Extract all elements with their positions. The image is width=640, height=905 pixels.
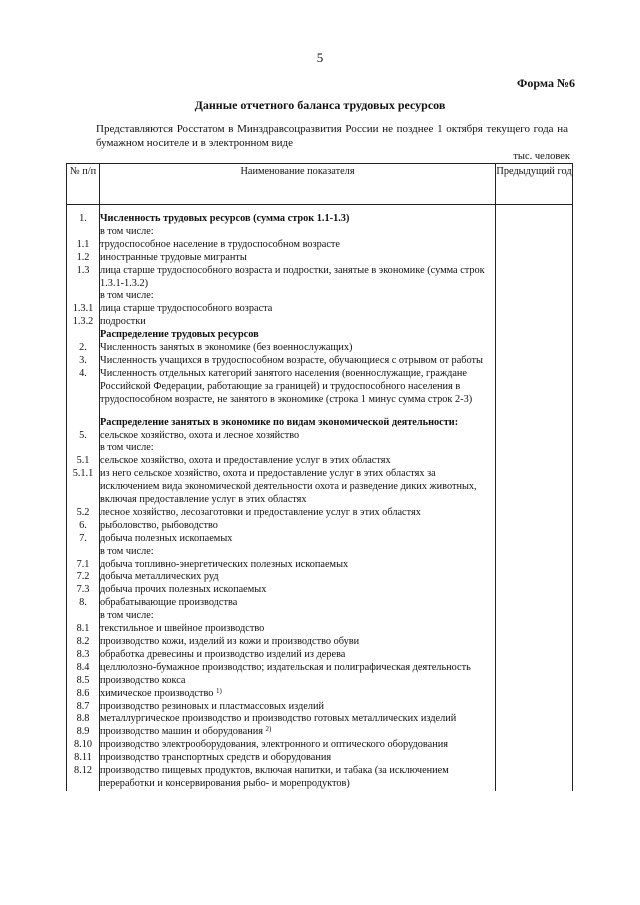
table-row xyxy=(67,739,573,752)
balance-table xyxy=(66,163,573,791)
row-number: 8.2 xyxy=(67,636,100,649)
section-heading: Распределение занятых в экономике по видам экономической деятельности: xyxy=(100,417,496,430)
row-number: 8.7 xyxy=(67,701,100,714)
row-value xyxy=(496,584,573,597)
row-label: производство транспортных средств и оборудования xyxy=(100,752,496,765)
row-number xyxy=(67,610,100,623)
row-label: добыча полезных ископаемых xyxy=(100,533,496,546)
row-value xyxy=(496,355,573,368)
row-label xyxy=(100,726,496,739)
table-row xyxy=(67,355,573,368)
table-row xyxy=(67,559,573,572)
row-label: трудоспособное население в трудоспособном возрасте xyxy=(100,239,496,252)
row-number: 5. xyxy=(67,430,100,443)
table-row xyxy=(67,239,573,252)
row-number: 1.3.2 xyxy=(67,316,100,329)
row-value xyxy=(496,636,573,649)
row-value xyxy=(496,765,573,791)
row-value xyxy=(496,239,573,252)
row-number: 7.3 xyxy=(67,584,100,597)
row-value xyxy=(496,329,573,342)
row-number xyxy=(67,417,100,430)
row-number: 8.8 xyxy=(67,713,100,726)
row-value xyxy=(496,303,573,316)
row-label: сельское хозяйство, охота и лесное хозяйство xyxy=(100,430,496,443)
row-value xyxy=(496,752,573,765)
row-label: рыболовство, рыбоводство xyxy=(100,520,496,533)
row-label: производство кожи, изделий из кожи и производство обуви xyxy=(100,636,496,649)
row-value xyxy=(496,675,573,688)
row-value xyxy=(496,610,573,623)
row-number: 1. xyxy=(67,213,100,226)
row-label: обрабатывающие производства xyxy=(100,597,496,610)
row-number: 8.6 xyxy=(67,688,100,701)
table-row xyxy=(67,303,573,316)
row-value xyxy=(496,368,573,407)
row-number xyxy=(67,329,100,342)
footnote-marker: 2) xyxy=(265,725,272,734)
table-row xyxy=(67,468,573,507)
row-number xyxy=(67,290,100,303)
table-row xyxy=(67,316,573,329)
table-row xyxy=(67,649,573,662)
row-label: в том числе: xyxy=(100,610,496,623)
row-number: 1.2 xyxy=(67,252,100,265)
row-label: целлюлозно-бумажное производство; издательская и полиграфическая деятельность xyxy=(100,662,496,675)
row-number: 2. xyxy=(67,342,100,355)
table-row xyxy=(67,662,573,675)
table-row xyxy=(67,546,573,559)
header-name: Наименование показателя xyxy=(100,164,496,205)
footnote-marker: 1) xyxy=(216,686,222,695)
row-label-text: производство машин и оборудования xyxy=(100,726,263,738)
row-value xyxy=(496,455,573,468)
table-row xyxy=(67,584,573,597)
row-value xyxy=(496,417,573,430)
row-label: в том числе: xyxy=(100,442,496,455)
row-value xyxy=(496,701,573,714)
row-value xyxy=(496,252,573,265)
row-number: 7.2 xyxy=(67,571,100,584)
units-label: тыс. человек xyxy=(513,151,570,162)
page-number: 5 xyxy=(316,50,324,65)
table-row xyxy=(67,533,573,546)
row-value xyxy=(496,468,573,507)
row-number: 5.2 xyxy=(67,507,100,520)
row-label: обработка древесины и производство изделий из дерева xyxy=(100,649,496,662)
table-row xyxy=(67,417,573,430)
table-row xyxy=(67,455,573,468)
row-number xyxy=(67,442,100,455)
table-row xyxy=(67,636,573,649)
row-number: 8.3 xyxy=(67,649,100,662)
row-label xyxy=(100,688,496,701)
row-number: 8.9 xyxy=(67,726,100,739)
table-row xyxy=(67,713,573,726)
table-row xyxy=(67,430,573,443)
row-number: 6. xyxy=(67,520,100,533)
table-row xyxy=(67,610,573,623)
table-header-row xyxy=(67,164,573,205)
row-label: сельское хозяйство, охота и предоставление услуг в этих областях xyxy=(100,455,496,468)
row-number: 4. xyxy=(67,368,100,407)
row-value xyxy=(496,571,573,584)
table-row xyxy=(67,701,573,714)
table-row xyxy=(67,342,573,355)
row-label: добыча топливно-энергетических полезных ископаемых xyxy=(100,559,496,572)
row-label: производство кокса xyxy=(100,675,496,688)
row-number: 1.3 xyxy=(67,265,100,291)
table-row xyxy=(67,290,573,303)
row-number: 8.12 xyxy=(67,765,100,791)
row-label: производство резиновых и пластмассовых изделий xyxy=(100,701,496,714)
row-label: подростки xyxy=(100,316,496,329)
row-value xyxy=(496,559,573,572)
table-row xyxy=(67,442,573,455)
row-number: 3. xyxy=(67,355,100,368)
row-number: 8.1 xyxy=(67,623,100,636)
row-value xyxy=(496,507,573,520)
row-label: добыча металлических руд xyxy=(100,571,496,584)
row-label: лица старше трудоспособного возраста и подростки, занятые в экономике (сумма строк 1.3.1-1.3.2) xyxy=(100,265,496,291)
row-label: в том числе: xyxy=(100,546,496,559)
row-value xyxy=(496,226,573,239)
row-value xyxy=(496,713,573,726)
row-value xyxy=(496,688,573,701)
table-row xyxy=(67,507,573,520)
row-value xyxy=(496,520,573,533)
row-label: в том числе: xyxy=(100,290,496,303)
table-row xyxy=(67,623,573,636)
row-value xyxy=(496,649,573,662)
table-row xyxy=(67,675,573,688)
table-row xyxy=(67,520,573,533)
row-number: 7.1 xyxy=(67,559,100,572)
header-num: № п/п xyxy=(67,164,100,205)
row-value xyxy=(496,316,573,329)
table-row xyxy=(67,726,573,739)
row-value xyxy=(496,662,573,675)
section-heading: Распределение трудовых ресурсов xyxy=(100,329,496,342)
row-label: лесное хозяйство, лесозаготовки и предоставление услуг в этих областях xyxy=(100,507,496,520)
row-number: 7. xyxy=(67,533,100,546)
row-value xyxy=(496,342,573,355)
row-value xyxy=(496,597,573,610)
document-title: Данные отчетного баланса трудовых ресурсов xyxy=(194,98,446,112)
row-label: лица старше трудоспособного возраста xyxy=(100,303,496,316)
table-row xyxy=(67,226,573,239)
row-value xyxy=(496,726,573,739)
table-row xyxy=(67,571,573,584)
row-label: иностранные трудовые мигранты xyxy=(100,252,496,265)
row-value xyxy=(496,430,573,443)
row-number xyxy=(67,546,100,559)
row-label-text: химическое производство xyxy=(100,687,214,699)
row-number: 8. xyxy=(67,597,100,610)
row-value xyxy=(496,739,573,752)
row-number: 8.11 xyxy=(67,752,100,765)
table-row xyxy=(67,765,573,791)
row-label: из него сельское хозяйство, охота и предоставление услуг в этих областях за исключением вида экономической деятельности охота и разведение диких животных, включая предоставление услуг в этих областях xyxy=(100,468,496,507)
table-row xyxy=(67,265,573,291)
row-label: Численность отдельных категорий занятого населения (военнослужащие, граждане Российской Федерации, работающие за границей) и трудоспособного населения в трудоспособном возрасте, не занятого в экономике (строка 1 минус сумма строк 2-3) xyxy=(100,368,496,407)
table-row xyxy=(67,597,573,610)
row-number: 8.10 xyxy=(67,739,100,752)
row-label: Численность занятых в экономике (без военнослужащих) xyxy=(100,342,496,355)
table-row xyxy=(67,368,573,407)
row-label: текстильное и швейное производство xyxy=(100,623,496,636)
table-row xyxy=(67,252,573,265)
table-row xyxy=(67,752,573,765)
intro-paragraph: Представляются Росстатом в Минздравсоцразвития России не позднее 1 октября текущего года на бумажном носителе и в электронном виде xyxy=(96,123,568,149)
row-number: 1.3.1 xyxy=(67,303,100,316)
row-value xyxy=(496,442,573,455)
row-label: Численность учащихся в трудоспособном возрасте, обучающиеся с отрывом от работы xyxy=(100,355,496,368)
row-number: 8.5 xyxy=(67,675,100,688)
row-number xyxy=(67,226,100,239)
row-number: 8.4 xyxy=(67,662,100,675)
table-row xyxy=(67,329,573,342)
row-number: 5.1.1 xyxy=(67,468,100,507)
form-number: Форма №6 xyxy=(517,76,575,90)
row-value xyxy=(496,290,573,303)
row-value xyxy=(496,533,573,546)
row-label: производство электрооборудования, электронного и оптического оборудования xyxy=(100,739,496,752)
row-value xyxy=(496,213,573,226)
table-row xyxy=(67,688,573,701)
row-label: Численность трудовых ресурсов (сумма строк 1.1-1.3) xyxy=(100,213,496,226)
row-label: в том числе: xyxy=(100,226,496,239)
row-value xyxy=(496,265,573,291)
row-label: добыча прочих полезных ископаемых xyxy=(100,584,496,597)
row-number: 5.1 xyxy=(67,455,100,468)
row-value xyxy=(496,546,573,559)
row-label: производство пищевых продуктов, включая напитки, и табака (за исключением переработки и консервирования рыбо- и морепродуктов) xyxy=(100,765,496,791)
row-label: металлургическое производство и производство готовых металлических изделий xyxy=(100,713,496,726)
header-prev-year: Предыдущий год xyxy=(496,164,573,205)
row-value xyxy=(496,623,573,636)
table-row xyxy=(67,213,573,226)
row-number: 1.1 xyxy=(67,239,100,252)
